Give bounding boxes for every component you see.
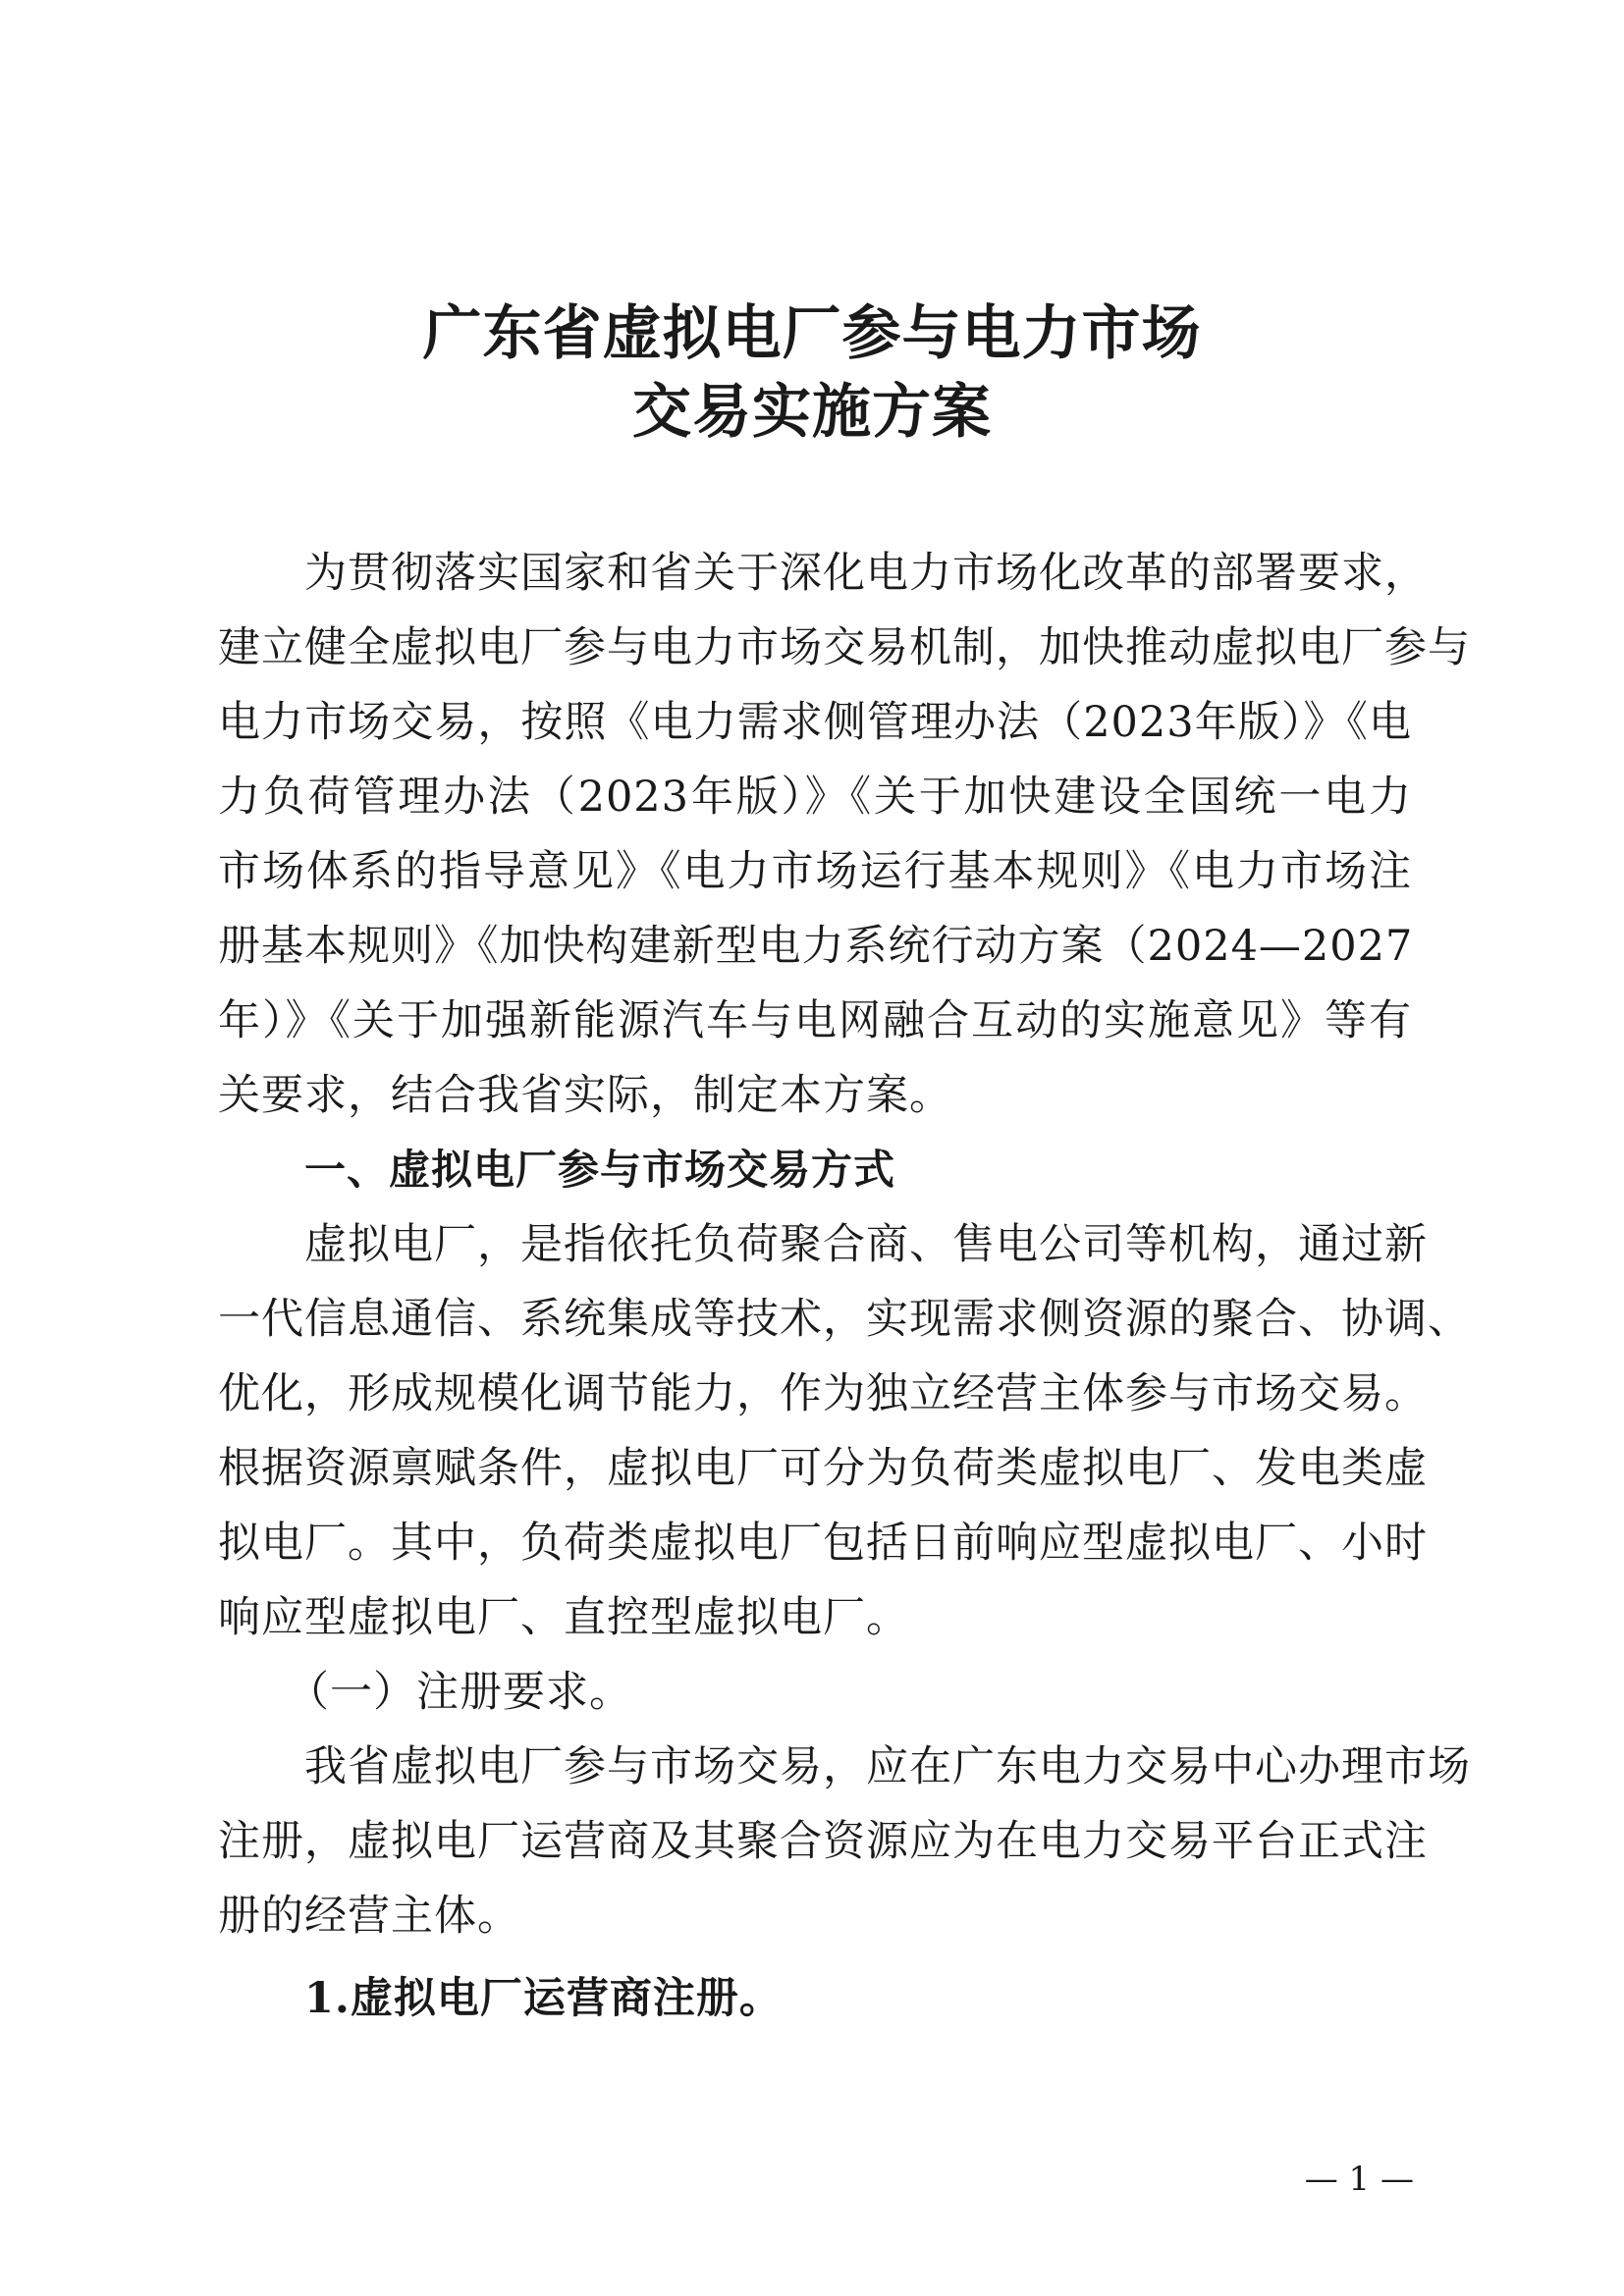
page-number: — 1 — [1304, 2160, 1414, 2199]
section-heading: 一、虚拟电厂参与市场交易方式 [304, 1146, 896, 1194]
paragraph-line: 册的经营主体。 [218, 1892, 520, 1941]
paragraph-line: 拟电厂。其中，负荷类虚拟电厂包括日前响应型虚拟电厂、小时 [218, 1519, 1428, 1568]
subsection-heading: （一）注册要求。 [287, 1668, 632, 1717]
document-title-line-1: 广东省虚拟电厂参与电力市场 [422, 299, 1202, 368]
paragraph-line: 建立健全虚拟电厂参与电力市场交易机制，加快推动虚拟电厂参与 [218, 623, 1471, 672]
numbered-item-heading: 1.虚拟电厂运营商注册。 [304, 1974, 783, 2023]
paragraph-line: 关要求，结合我省实际，制定本方案。 [218, 1071, 952, 1120]
document-title-line-2: 交易实施方案 [632, 378, 992, 447]
paragraph-line: 根据资源禀赋条件，虚拟电厂可分为负荷类虚拟电厂、发电类虚 [218, 1444, 1428, 1493]
paragraph-line: 册基本规则》《加快构建新型电力系统行动方案（2024—2027 [218, 922, 1414, 971]
paragraph-line: 注册，虚拟电厂运营商及其聚合资源应为在电力交易平台正式注 [218, 1817, 1428, 1866]
paragraph-line: 力负荷管理办法（2023年版）》《关于加快建设全国统一电力 [218, 773, 1412, 822]
paragraph-line: 优化，形成规模化调节能力，作为独立经营主体参与市场交易。 [218, 1369, 1428, 1418]
paragraph-line: 市场体系的指导意见》《电力市场运行基本规则》《电力市场注 [218, 847, 1412, 896]
paragraph-line: 虚拟电厂，是指依托负荷聚合商、售电公司等机构，通过新 [304, 1220, 1428, 1269]
paragraph-line: 我省虚拟电厂参与市场交易，应在广东电力交易中心办理市场 [304, 1742, 1471, 1791]
paragraph-line: 为贯彻落实国家和省关于深化电力市场化改革的部署要求， [304, 549, 1428, 598]
paragraph-line: 年）》《关于加强新能源汽车与电网融合互动的实施意见》等有 [218, 996, 1412, 1045]
paragraph-line: 电力市场交易，按照《电力需求侧管理办法（2023年版）》《电 [218, 698, 1412, 747]
paragraph-line: 一代信息通信、系统集成等技术，实现需求侧资源的聚合、协调、 [218, 1295, 1471, 1344]
paragraph-line: 响应型虚拟电厂、直控型虚拟电厂。 [218, 1593, 909, 1642]
